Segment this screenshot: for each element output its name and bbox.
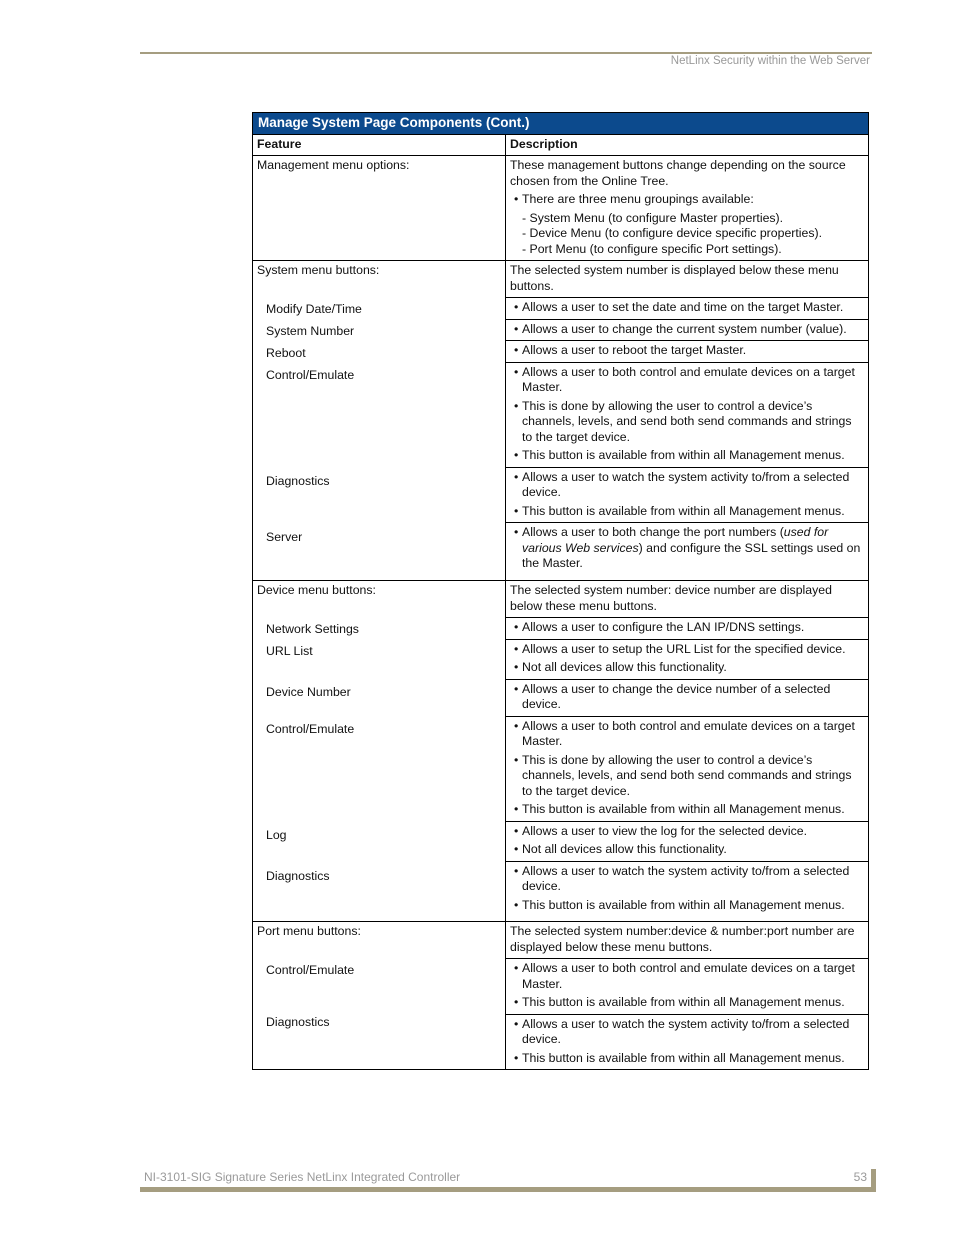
footer-rule bbox=[140, 1187, 873, 1192]
description-block bbox=[506, 298, 868, 320]
bullet-item: • Allows a user to change the device number of a selected device. bbox=[510, 682, 864, 713]
dash-item: - Device Menu (to configure device specific properties). bbox=[522, 226, 823, 240]
feature-label: System menu buttons: bbox=[257, 263, 380, 277]
bullet-item: • This button is available from within all Management menus. bbox=[510, 1051, 864, 1067]
description-cell bbox=[506, 581, 869, 922]
bullet-item: • This is done by allowing the user to control a device’s channels, levels, and send both send commands and strings to the target device. bbox=[510, 399, 864, 446]
bullet-item: • Allows a user to setup the URL List for the specified device. bbox=[510, 642, 864, 658]
description-block bbox=[506, 862, 868, 917]
description-cell bbox=[506, 156, 869, 261]
feature-sub-label: Reboot bbox=[266, 346, 306, 360]
feature-sub-label: URL List bbox=[266, 644, 313, 658]
description-cell bbox=[506, 261, 869, 581]
feature-sub-label: Modify Date/Time bbox=[266, 302, 362, 316]
description-block bbox=[506, 523, 868, 575]
table-row bbox=[253, 156, 869, 261]
bullet-item: • This button is available from within all Management menus. bbox=[510, 995, 864, 1011]
bullet-item: • Allows a user to both control and emulate devices on a target Master. bbox=[510, 365, 864, 396]
description-block bbox=[506, 822, 868, 862]
feature-sub-label: Diagnostics bbox=[266, 474, 330, 488]
feature-sub-label: System Number bbox=[266, 324, 355, 338]
column-header-description: Description bbox=[506, 134, 869, 156]
description-block bbox=[506, 640, 868, 680]
dash-item: - Port Menu (to configure specific Port settings). bbox=[522, 241, 782, 256]
bullet-item: • Allows a user to both change the port numbers (used for various Web services) and configure the SSL settings used on the Master. bbox=[510, 525, 864, 572]
header-rule bbox=[140, 52, 872, 54]
table-row bbox=[253, 261, 869, 581]
dash-item: - System Menu (to configure Master properties). bbox=[522, 210, 784, 225]
feature-sub-label: Server bbox=[266, 530, 303, 544]
description-block bbox=[506, 959, 868, 1015]
description-block bbox=[506, 618, 868, 640]
footer-product-name: NI-3101-SIG Signature Series NetLinx Integrated Controller bbox=[144, 1170, 461, 1184]
feature-sub-label: Control/Emulate bbox=[266, 963, 355, 977]
bullet-item: • Not all devices allow this functionality. bbox=[510, 842, 864, 858]
table-row bbox=[253, 922, 869, 1070]
running-header: NetLinx Security within the Web Server bbox=[670, 55, 870, 67]
description-block bbox=[506, 363, 868, 468]
bullet-item: • There are three menu groupings available: bbox=[510, 192, 864, 208]
description-block bbox=[506, 1015, 868, 1070]
components-table bbox=[252, 112, 869, 1070]
bullet-item: • Allows a user to watch the system activity to/from a selected device. bbox=[510, 470, 864, 501]
bullet-item: • Allows a user to both control and emulate devices on a target Master. bbox=[510, 719, 864, 750]
table-row bbox=[253, 581, 869, 922]
feature-sub-label: Diagnostics bbox=[266, 1015, 330, 1029]
description-block bbox=[506, 261, 868, 298]
description-block bbox=[506, 922, 868, 959]
description-block bbox=[506, 156, 868, 260]
description-text: These management buttons change depending on the source chosen from the Online Tree. bbox=[510, 158, 846, 188]
bullet-item: • This button is available from within all Management menus. bbox=[510, 802, 864, 818]
description-text: The selected system number: device number are displayed below these menu buttons. bbox=[510, 583, 832, 613]
bullet-item: • Allows a user to view the log for the selected device. bbox=[510, 824, 864, 840]
description-block bbox=[506, 717, 868, 822]
bullet-item: • Allows a user to watch the system activity to/from a selected device. bbox=[510, 864, 864, 895]
bullet-item: • Not all devices allow this functionality. bbox=[510, 660, 864, 676]
bullet-item: • Allows a user to configure the LAN IP/DNS settings. bbox=[510, 620, 864, 636]
feature-cell bbox=[253, 156, 506, 261]
description-text: The selected system number is displayed below these menu buttons. bbox=[510, 263, 839, 293]
bullet-item: • This is done by allowing the user to control a device’s channels, levels, and send both send commands and strings to the target device. bbox=[510, 753, 864, 800]
feature-label: Port menu buttons: bbox=[257, 924, 361, 938]
feature-cell bbox=[253, 581, 506, 922]
bullet-item: • Allows a user to watch the system activity to/from a selected device. bbox=[510, 1017, 864, 1048]
feature-cell bbox=[253, 261, 506, 581]
bullet-item: • This button is available from within all Management menus. bbox=[510, 504, 864, 520]
bullet-item: • Allows a user to reboot the target Master. bbox=[510, 343, 864, 359]
table-title: Manage System Page Components (Cont.) bbox=[253, 113, 869, 135]
bullet-item: • Allows a user to both control and emulate devices on a target Master. bbox=[510, 961, 864, 992]
description-cell bbox=[506, 922, 869, 1070]
feature-sub-label: Device Number bbox=[266, 685, 351, 699]
description-text: The selected system number:device & number:port number are displayed below these menu buttons. bbox=[510, 924, 855, 954]
description-block bbox=[506, 341, 868, 363]
description-block bbox=[506, 581, 868, 618]
feature-sub-label: Network Settings bbox=[266, 622, 359, 636]
feature-sub-label: Control/Emulate bbox=[266, 722, 355, 736]
feature-sub-label: Diagnostics bbox=[266, 869, 330, 883]
description-block bbox=[506, 320, 868, 342]
description-block bbox=[506, 468, 868, 524]
bullet-item: • This button is available from within all Management menus. bbox=[510, 898, 864, 914]
feature-label: Management menu options: bbox=[257, 158, 410, 172]
feature-cell bbox=[253, 922, 506, 1070]
feature-sub-label: Control/Emulate bbox=[266, 368, 355, 382]
bullet-item: • Allows a user to change the current system number (value). bbox=[510, 322, 864, 338]
page-number: 53 bbox=[853, 1170, 867, 1184]
description-block bbox=[506, 680, 868, 717]
bullet-item: • Allows a user to set the date and time on the target Master. bbox=[510, 300, 864, 316]
column-header-feature: Feature bbox=[253, 134, 506, 156]
bullet-item: • This button is available from within all Management menus. bbox=[510, 448, 864, 464]
feature-sub-label: Log bbox=[266, 828, 287, 842]
feature-label: Device menu buttons: bbox=[257, 583, 376, 597]
